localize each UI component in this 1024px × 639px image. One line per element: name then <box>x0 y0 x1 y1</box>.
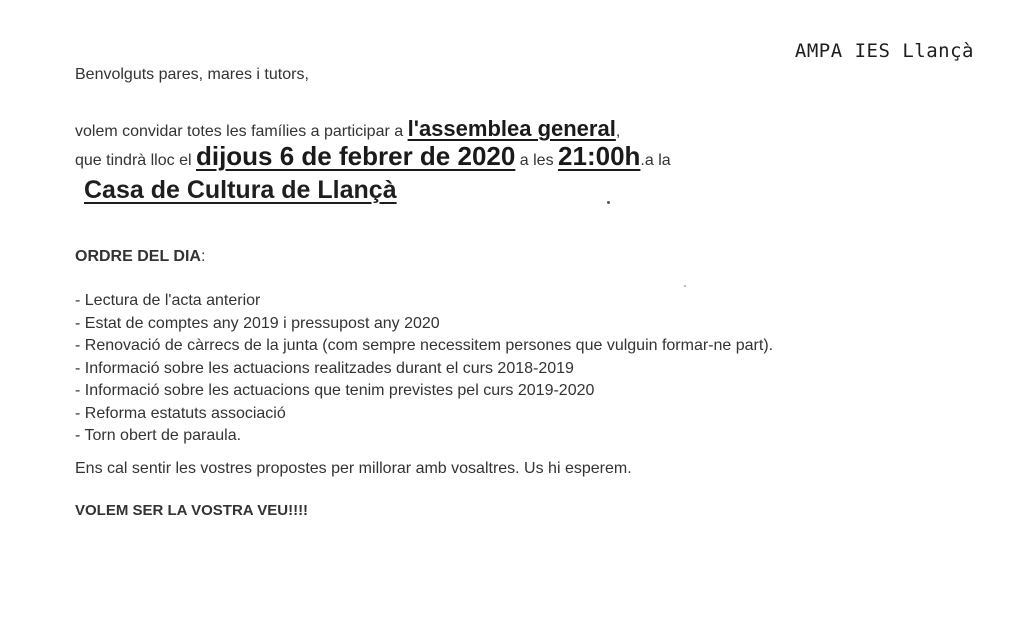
closing-text: Ens cal sentir les vostres propostes per millorar amb vosaltres. Us hi esperem. <box>75 460 632 477</box>
scan-speck <box>684 285 686 287</box>
scan-speck <box>607 201 610 204</box>
agenda-item: - Estat de comptes any 2019 i pressupost any 2020 <box>75 314 440 332</box>
agenda-title <box>75 248 205 266</box>
event-date: dijous 6 de febrer de 2020 <box>195 141 516 171</box>
invitation-suffix: , <box>615 123 621 140</box>
agenda-title-text: ORDRE DEL DIA <box>75 248 201 265</box>
agenda-item: - Informació sobre les actuacions que tenim previstes pel curs 2019-2020 <box>75 382 595 399</box>
organization-name: AMPA IES Llançà <box>794 40 974 62</box>
event-venue: Casa de Cultura de Llançà <box>84 176 397 204</box>
date-prefix: que tindrà lloc el <box>75 152 192 169</box>
venue-prefix: .a la <box>640 152 671 169</box>
agenda-list <box>75 290 773 448</box>
agenda-title-colon: : <box>200 248 206 265</box>
agenda-item: - Lectura de l'acta anterior <box>75 292 261 309</box>
agenda-item: - Reforma estatuts associació <box>75 404 286 422</box>
event-name: l'assemblea general <box>407 116 616 141</box>
event-time: 21:00h <box>558 141 641 171</box>
greeting: Benvolguts pares, mares i tutors, <box>75 66 309 83</box>
slogan: VOLEM SER LA VOSTRA VEU!!!! <box>75 502 309 519</box>
invitation-prefix: volem convidar totes les famílies a participar a <box>75 123 404 140</box>
invitation-line <box>75 116 620 142</box>
time-prefix: a les <box>519 152 554 169</box>
agenda-item: - Torn obert de paraula. <box>75 427 242 444</box>
agenda-item: - Renovació de càrrecs de la junta (com sempre necessitem persones que vulguin formar-ne part). <box>75 337 774 354</box>
agenda-item: - Informació sobre les actuacions realitzades durant el curs 2018-2019 <box>75 359 574 377</box>
date-time-line <box>75 141 671 172</box>
